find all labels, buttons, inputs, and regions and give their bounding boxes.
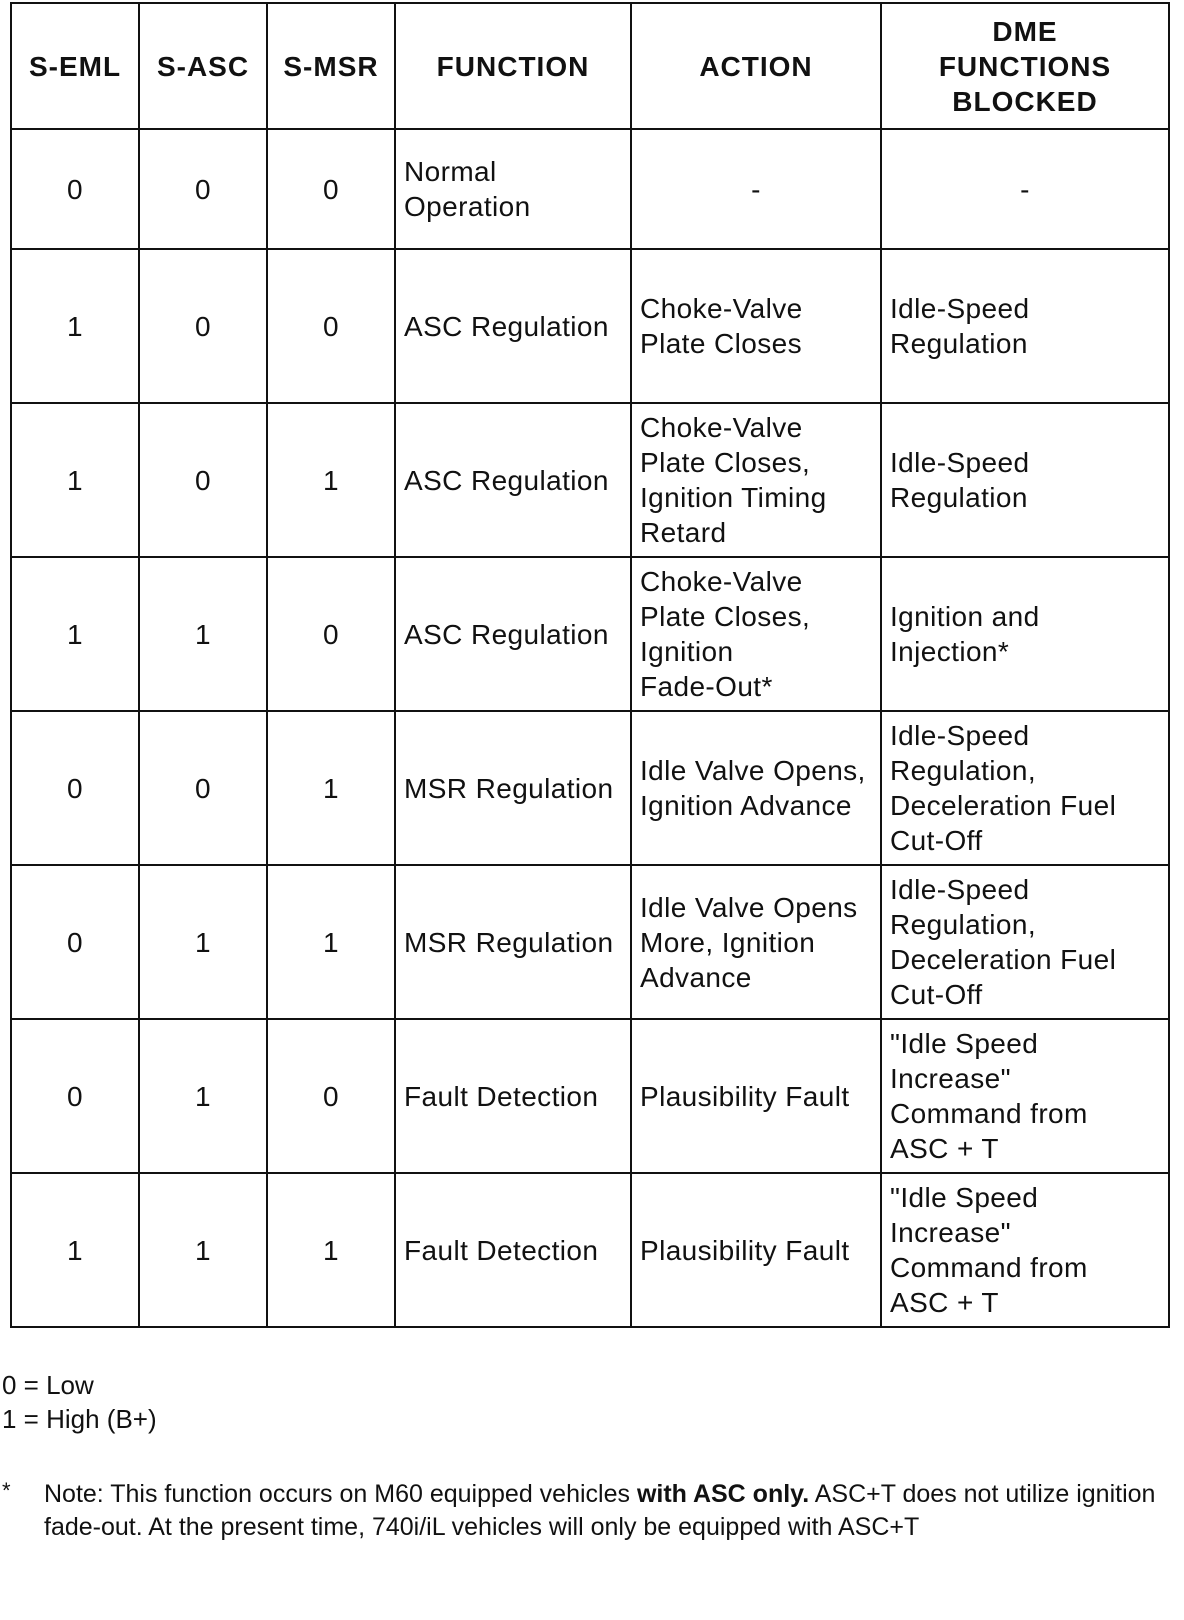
table-row [11, 129, 1169, 249]
table-header-row [11, 3, 1169, 129]
table-row [11, 249, 1169, 403]
cell-s-msr: 0 [267, 249, 395, 403]
cell-dme-blocked: - [881, 129, 1169, 249]
cell-s-msr: 0 [267, 1019, 395, 1173]
cell-function: ASC Regulation [395, 249, 631, 403]
cell-action: Plausibility Fault [631, 1173, 881, 1327]
cell-function: Fault Detection [395, 1019, 631, 1173]
cell-action: Idle Valve Opens More, Ignition Advance [631, 865, 881, 1019]
cell-s-asc: 1 [139, 1173, 267, 1327]
cell-dme-blocked: Idle-Speed Regulation [881, 403, 1169, 557]
footnote-text-end: ASC+T does not utilize ignition fade-out. At the present time, 740i/iL vehicles will only be equipped with ASC+T [44, 1480, 1156, 1541]
cell-s-asc: 0 [139, 711, 267, 865]
table-row [11, 1019, 1169, 1173]
cell-action: Choke-Valve Plate Closes, Ignition Timing Retard [631, 403, 881, 557]
cell-function: ASC Regulation [395, 557, 631, 711]
cell-dme-blocked: "Idle Speed Increase" Command from ASC + T [881, 1173, 1169, 1327]
header-s-asc: S-ASC [139, 3, 267, 129]
cell-s-asc: 0 [139, 129, 267, 249]
cell-function: ASC Regulation [395, 403, 631, 557]
cell-s-eml: 1 [11, 249, 139, 403]
cell-action: Plausibility Fault [631, 1019, 881, 1173]
table-row [11, 865, 1169, 1019]
cell-s-eml: 1 [11, 403, 139, 557]
header-dme-functions-blocked: DME FUNCTIONS BLOCKED [881, 3, 1169, 129]
legend [2, 1368, 157, 1436]
cell-action: Choke-Valve Plate Closes [631, 249, 881, 403]
header-action: ACTION [631, 3, 881, 129]
cell-s-eml: 1 [11, 1173, 139, 1327]
header-s-msr: S-MSR [267, 3, 395, 129]
cell-dme-blocked: Idle-Speed Regulation, Deceleration Fuel Cut-Off [881, 865, 1169, 1019]
cell-action: - [631, 129, 881, 249]
cell-s-eml: 0 [11, 1019, 139, 1173]
cell-s-asc: 1 [139, 865, 267, 1019]
table-row [11, 1173, 1169, 1327]
cell-s-msr: 1 [267, 865, 395, 1019]
cell-dme-blocked: Ignition and Injection* [881, 557, 1169, 711]
cell-s-msr: 1 [267, 1173, 395, 1327]
cell-s-asc: 0 [139, 403, 267, 557]
cell-s-eml: 0 [11, 865, 139, 1019]
table-row [11, 557, 1169, 711]
cell-action: Choke-Valve Plate Closes, Ignition Fade-Out* [631, 557, 881, 711]
table-row [11, 403, 1169, 557]
footnote [2, 1478, 1167, 1544]
footnote-text-bold: with ASC only. [636, 1480, 810, 1508]
cell-s-msr: 0 [267, 557, 395, 711]
header-s-eml: S-EML [11, 3, 139, 129]
legend-high: 1 = High (B+) [2, 1404, 157, 1434]
cell-s-eml: 1 [11, 557, 139, 711]
cell-dme-blocked: Idle-Speed Regulation [881, 249, 1169, 403]
legend-low: 0 = Low [2, 1370, 94, 1400]
header-function: FUNCTION [395, 3, 631, 129]
cell-s-eml: 0 [11, 129, 139, 249]
cell-function: MSR Regulation [395, 865, 631, 1019]
signal-logic-table [10, 2, 1170, 1328]
cell-function: MSR Regulation [395, 711, 631, 865]
cell-function: Normal Operation [395, 129, 631, 249]
footnote-marker: * [2, 1478, 11, 1503]
cell-s-asc: 0 [139, 249, 267, 403]
table-row [11, 711, 1169, 865]
cell-s-msr: 1 [267, 711, 395, 865]
cell-s-eml: 0 [11, 711, 139, 865]
cell-s-msr: 1 [267, 403, 395, 557]
cell-s-asc: 1 [139, 557, 267, 711]
footnote-text [44, 1478, 1167, 1544]
cell-dme-blocked: "Idle Speed Increase" Command from ASC + T [881, 1019, 1169, 1173]
cell-s-asc: 1 [139, 1019, 267, 1173]
cell-function: Fault Detection [395, 1173, 631, 1327]
cell-s-msr: 0 [267, 129, 395, 249]
logic-table-container [10, 2, 1168, 1328]
cell-action: Idle Valve Opens, Ignition Advance [631, 711, 881, 865]
cell-dme-blocked: Idle-Speed Regulation, Deceleration Fuel Cut-Off [881, 711, 1169, 865]
footnote-text-start: Note: This function occurs on M60 equipped vehicles [44, 1480, 637, 1508]
